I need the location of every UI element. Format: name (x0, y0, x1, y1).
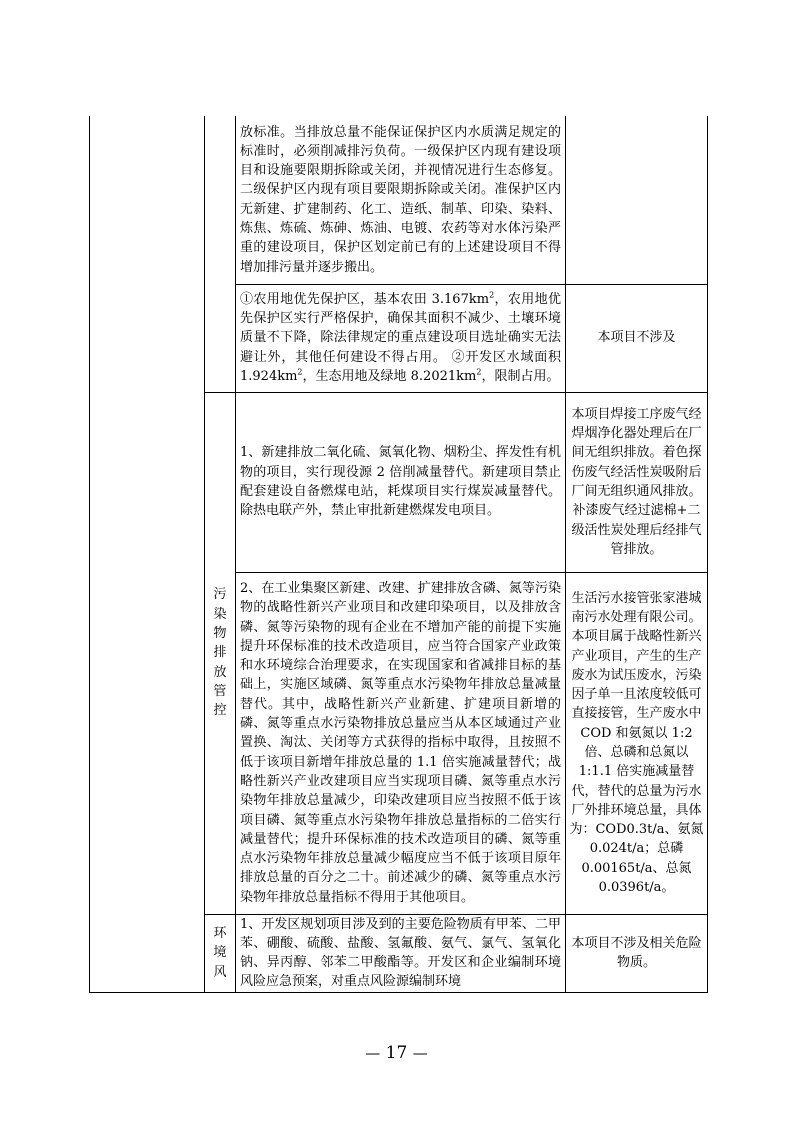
superscript: 2 (489, 290, 495, 300)
superscript: 2 (476, 367, 482, 377)
superscript: 2 (297, 367, 303, 377)
category-label: 污 染 物 排 放 管 控 (213, 587, 227, 719)
table-row (90, 116, 708, 284)
result-cell-air-emission (566, 392, 708, 572)
regulation-table (89, 116, 708, 993)
footer-dash-right: — (412, 1044, 428, 1062)
content-cell-air-emission (236, 392, 566, 572)
result-text: 本项目不涉及相关危险物质。 (571, 935, 702, 971)
category-label: 环 境 风 (213, 926, 227, 980)
content-text: 1、开发区规划项目涉及到的主要危险物质有甲苯、二甲苯、硼酸、硫酸、盐酸、氢氟酸、氨气、氯气、氢氧化钠、异丙醇、邻苯二甲酸酯等。开发区和企业编制环境风险应急预案，对重点风险源编制环境 (240, 916, 561, 990)
page-footer (0, 1043, 793, 1063)
content-cell-water-emission (236, 572, 566, 914)
footer-dash-left: — (365, 1044, 381, 1062)
content-cell-farmland (236, 284, 566, 392)
result-cell-empty (566, 116, 708, 284)
content-text: 2、在工业集聚区新建、改建、扩建排放含磷、氮等污染物的战略性新兴产业项目和改建印染项目，以及排放含磷、氮等污染物的现有企业在不增加产能的前提下实施提升环保标准的技术改造项目，应当符合国家产业政策和水环境综合治理要求，在实现国家和省减排目标的基础上，实施区域磷、氮等重点水污染物年排放总量减量替代。其中，战略性新兴产业新建、扩建项目新增的磷、氮等重点水污染物排放总量应当从本区域通过产业置换、淘汰、关闭等方式获得的指标中取得，且按照不低于该项目新增年排放总量的 1.1 倍实施减量替代；战略性新兴产业改建项目应当实现项目磷、氮等重点水污染物年排放总量减少，印染改建项目应当按照不低于该项目磷、氮等重点水污染物年排放总量指标的二倍实行减量替代；提升环保标准的技术改造项目的磷、氮等重点水污染物年排放总量减少幅度应当不低于该项目原年排放总量的百分之二十。前述减少的磷、氮等重点水污染物年排放总量指标不得用于其他项目。 (240, 580, 561, 905)
category-cell-risk (205, 914, 236, 992)
result-cell-water-emission (566, 572, 708, 914)
result-cell-risk (566, 914, 708, 992)
result-text: 本项目不涉及 (597, 330, 676, 346)
content-cell-risk (236, 914, 566, 992)
result-text: 生活污水接管张家港城南污水处理有限公司。本项目属于战略性新兴产业项目，产生的生产废水为试压废水，污染因子单一且浓度较低可直接接管，生产废水中 COD 和氨氮以 1:2 倍、总磷和总氮以 1:1.1 倍实施减量替代，替代的总量为污水厂外排环境总量，具体为：COD0.3t/a、氨氮 0.024t/a；总磷 0.00165t/a、总氮 0.0396t/a。 (569, 590, 704, 896)
content-text-part1: ①农用地优先保护区，基本农田 3.167km (240, 291, 490, 307)
page-number: 17 (385, 1043, 408, 1063)
result-text: 本项目焊接工序废气经焊烟净化器处理后在厂间无组织排放。着色探伤废气经活性炭吸附后厂间无组织通风排放。补漆废气经过滤棉+二级活性炭处理后经排气管排放。 (571, 406, 702, 557)
outer-category-cell (90, 116, 205, 992)
content-text-part4: ，限制占用。 (481, 368, 560, 384)
content-text-part2: ，农用地优先保护区实行严格保护，确保其面积不减少、土壤环境质量不下降，除法律规定的重点建设项目选址确实无法避让外，其他任何建设不得占用。 ②开发区水域面积 1.924km (240, 291, 561, 384)
category-cell-pollution (205, 392, 236, 914)
result-cell-farmland (566, 284, 708, 392)
content-text-part3: ，生态用地及绿地 8.2021km (302, 368, 477, 384)
content-text: 1、新建排放二氧化硫、氮氧化物、烟粉尘、挥发性有机物的项目，实行现役源 2 倍削减量替代。新建项目禁止配套建设自备燃煤电站，耗煤项目实行煤炭减量替代。除热电联产外，禁止审批新建燃煤发电项目。 (240, 445, 561, 519)
content-text: 放标准。当排放总量不能保证保护区内水质满足规定的标准时，必须削减排污负荷。一级保护区内现有建设项目和设施要限期拆除或关闭，并视情况进行生态修复。二级保护区内现有项目要限期拆除或关闭。准保护区内无新建、扩建制药、化工、造纸、制革、印染、染料、炼焦、炼硫、炼砷、炼油、电镀、农药等对水体污染严重的建设项目，保护区划定前已有的上述建设项目不得增加排污量并逐步搬出。 (240, 124, 561, 275)
content-cell-water-protection (236, 116, 566, 284)
category-cell-upper (205, 116, 236, 392)
